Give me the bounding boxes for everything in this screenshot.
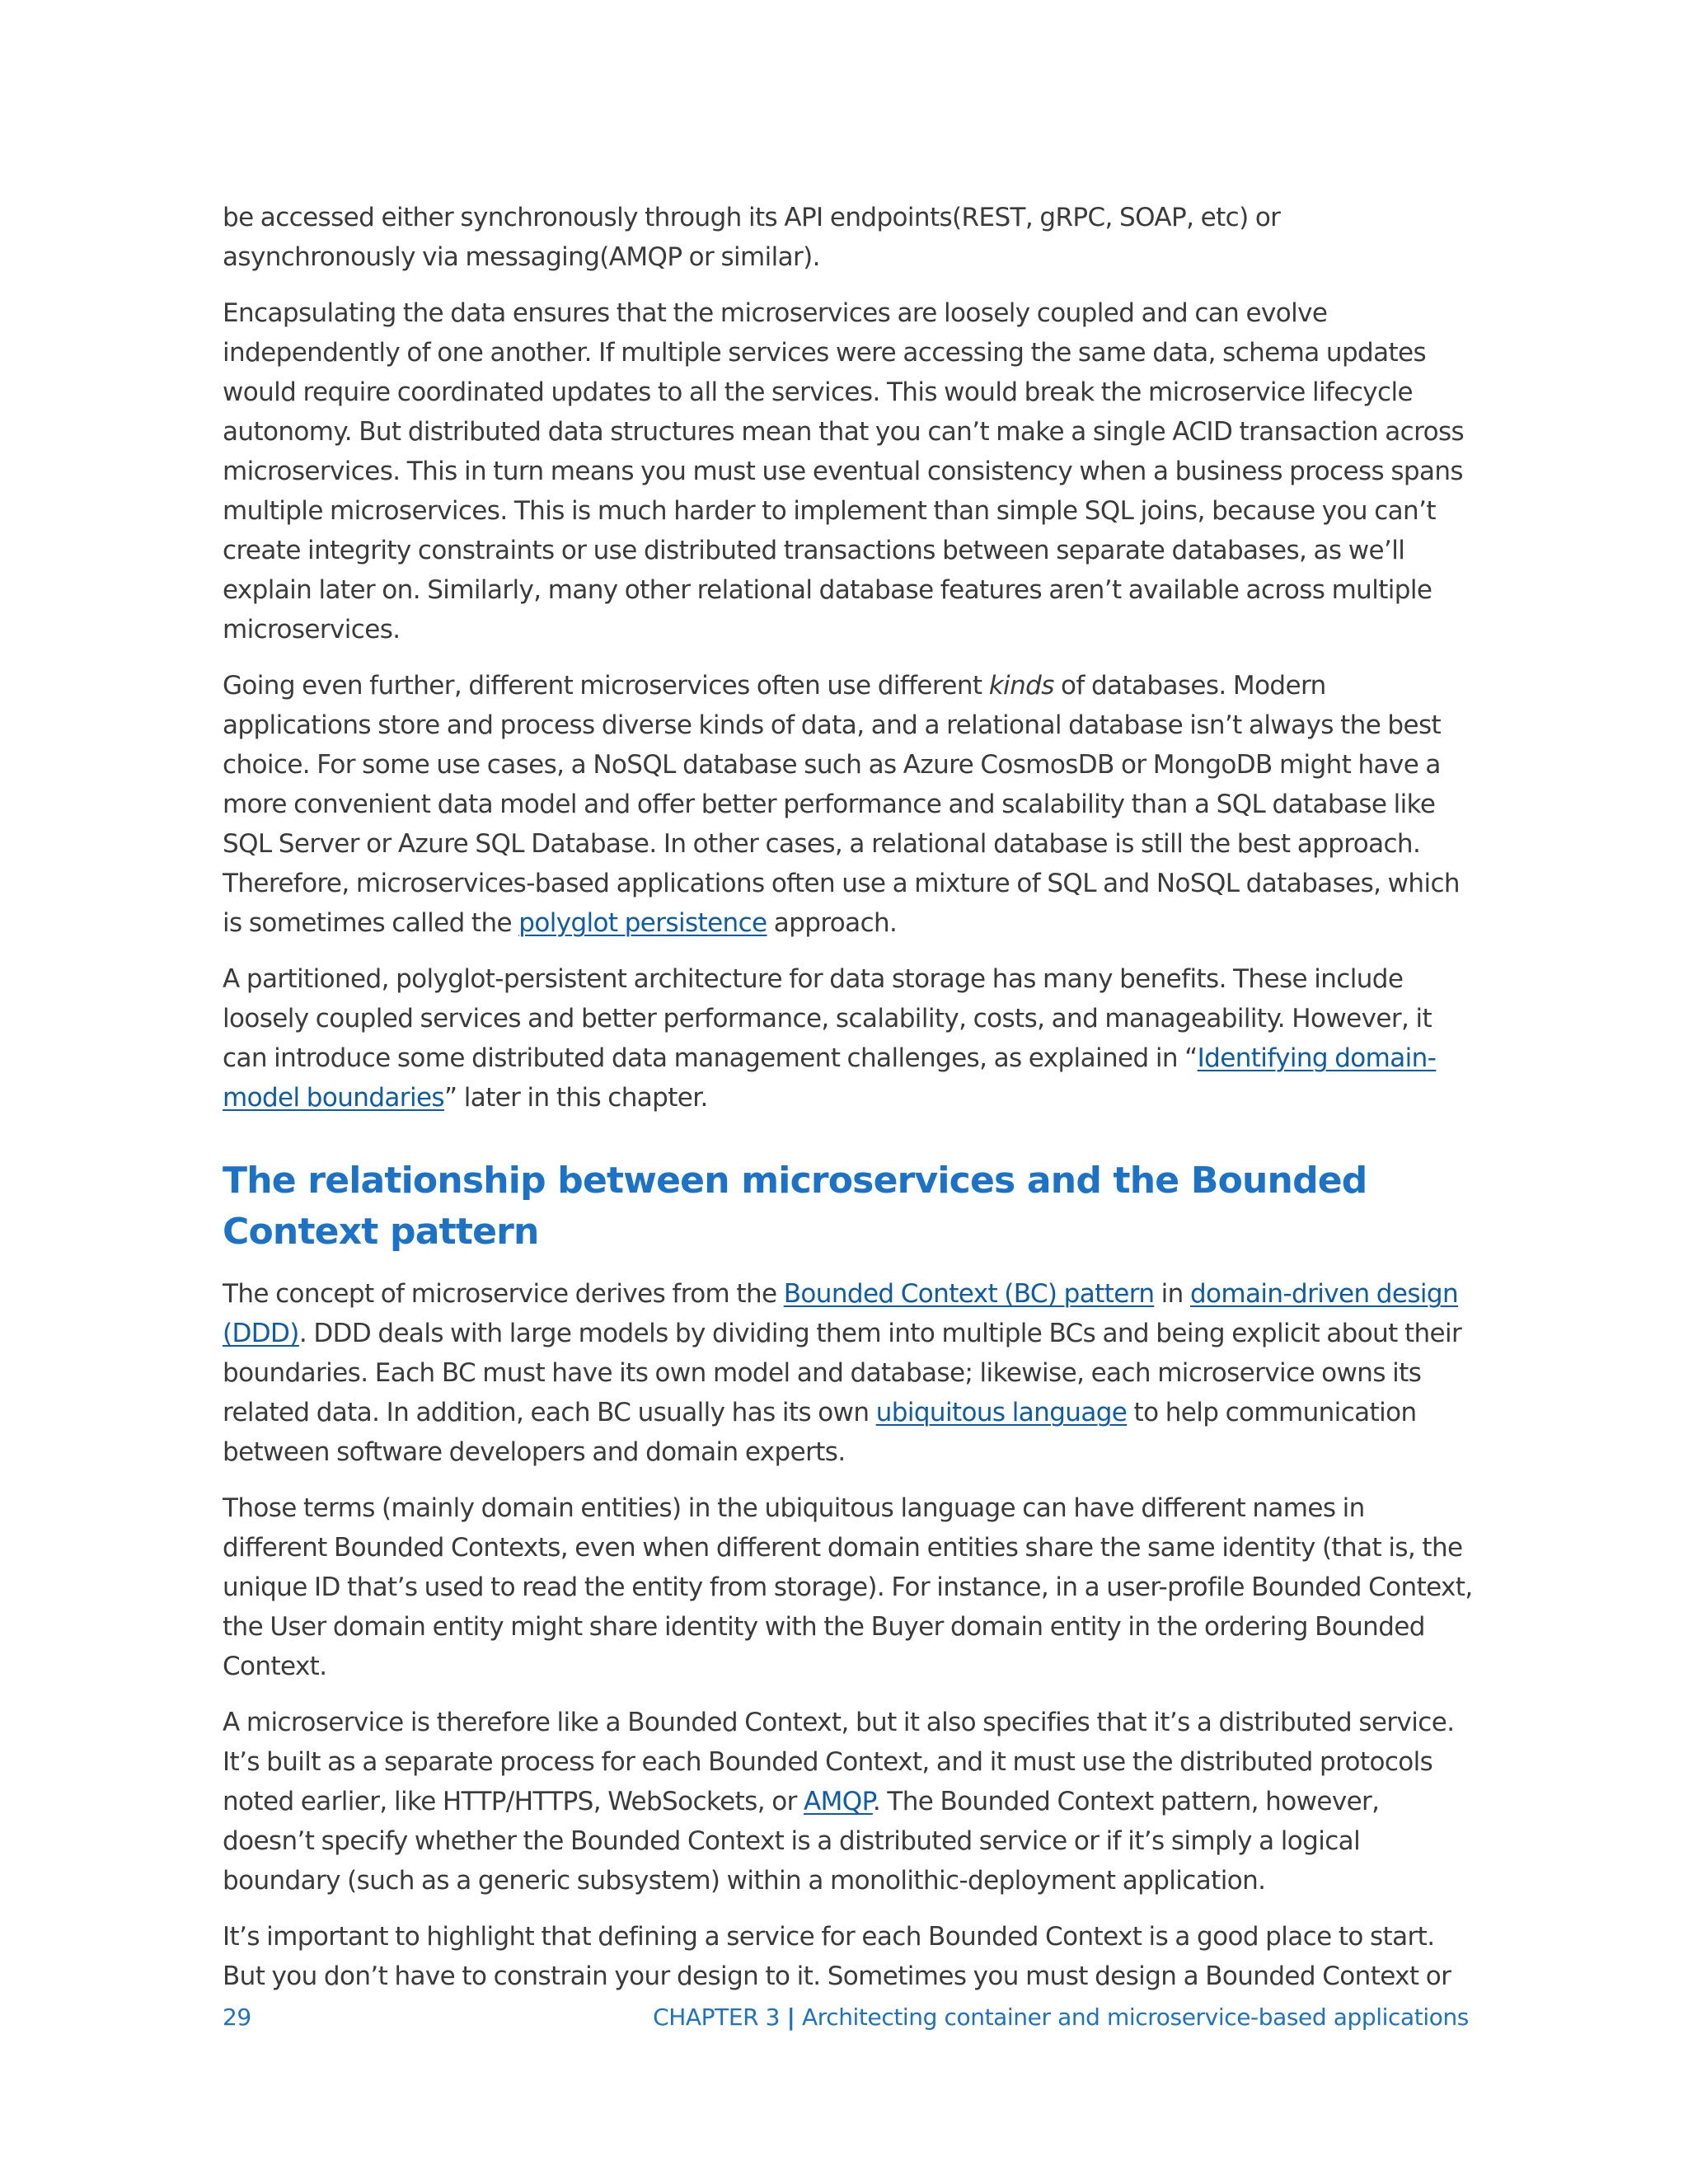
paragraph-1: be accessed either synchronously through its API endpoints(REST, gRPC, SOAP, etc) or asynchronously via messaging(AMQP or similar). bbox=[223, 203, 1281, 272]
paragraph-2: Encapsulating the data ensures that the microservices are loosely coupled and can evolve independently of one another. If multiple services were accessing the same data, schema updates would require coordinated updates to all the services. This would break the microservice lifecycle autonomy. But distributed data structures mean that you can’t make a single ACID transaction across microservices. This in turn means you must use eventual consistency when a business process spans multiple microservices. This is much harder to implement than simple SQL joins, because you can’t create integrity constraints or use distributed transactions between separate databases, as we’ll explain later on. Similarly, many other relational database features aren’t available across multiple microservices. bbox=[223, 298, 1465, 644]
paragraph-7-text-a: A microservice is therefore like a Bounded Context, but it also specifies that it’s a distributed service. It’s built as a separate process for each Bounded Context, and it must use the distributed protocols noted earlier, like HTTP/HTTPS, WebSockets, or bbox=[223, 1708, 1455, 1816]
section-heading: The relationship between microservices and the Bounded Context pattern bbox=[223, 1160, 1367, 1253]
chapter-separator: | bbox=[786, 2004, 795, 2031]
paragraph-3-text-b: of databases. Modern applications store and process diverse kinds of data, and a relational database isn’t always the best choice. For some use cases, a NoSQL database such as Azure CosmosDB or MongoDB might have a more convenient data model and offer better performance and scalability than a SQL database like SQL Server or Azure SQL Database. In other cases, a relational database is still the best approach. Therefore, microservices-based applications often use a mixture of SQL and NoSQL databases, which is sometimes called the bbox=[223, 671, 1460, 938]
paragraph-4-text-b: ” later in this chapter. bbox=[443, 1083, 708, 1113]
paragraph-7-text-b: . The Bounded Context pattern, however, doesn’t specify whether the Bounded Context is a distributed service or if it’s simply a logical boundary (such as a generic subsystem) within a monolithic-deployment application. bbox=[223, 1787, 1380, 1896]
identifying-domain-model-boundaries-link[interactable]: Identifying domain-model boundaries bbox=[223, 1043, 1437, 1113]
polyglot-persistence-link[interactable]: polyglot persistence bbox=[518, 908, 767, 938]
paragraph-3-text-c: approach. bbox=[767, 908, 898, 938]
paragraph-4 bbox=[223, 959, 1475, 1118]
paragraph-3-text-a: Going even further, different microservices often use different bbox=[223, 671, 989, 701]
bounded-context-pattern-link[interactable]: Bounded Context (BC) pattern bbox=[783, 1279, 1155, 1309]
ubiquitous-language-link[interactable]: ubiquitous language bbox=[875, 1398, 1128, 1427]
paragraph-5-text-a: The concept of microservice derives from the bbox=[223, 1279, 784, 1309]
paragraph-5-text-d: to help communication between software developers and domain experts. bbox=[223, 1398, 1417, 1467]
paragraph-7 bbox=[223, 1703, 1475, 1900]
paragraph-6: Those terms (mainly domain entities) in the ubiquitous language can have different names in different Bounded Contexts, even when different domain entities share the same identity (that is, the unique ID that’s used to read the entity from storage). For instance, in a user-profile Bounded Context, the User domain entity might share identity with the Buyer domain entity in the ordering Bounded Context. bbox=[223, 1493, 1473, 1681]
amqp-link[interactable]: AMQP bbox=[804, 1787, 873, 1816]
domain-driven-design-link[interactable]: domain-driven design (DDD) bbox=[223, 1279, 1459, 1348]
paragraph-5-text-c: . DDD deals with large models by dividing them into multiple BCs and being explicit about their boundaries. Each BC must have its own model and database; likewise, each microservice owns its related data. In addition, each BC usually has its own bbox=[223, 1319, 1462, 1427]
page-number: 29 bbox=[223, 2004, 251, 2031]
document-body bbox=[223, 198, 1475, 2013]
paragraph-4-text-a: A partitioned, polyglot-persistent architecture for data storage has many benefits. These include loosely coupled services and better performance, scalability, costs, and manageability. However, it can introduce some distributed data management challenges, as explained in “ bbox=[223, 964, 1432, 1073]
chapter-name: Architecting container and microservice-based applications bbox=[801, 2004, 1469, 2031]
chapter-label: CHAPTER 3 bbox=[653, 2004, 781, 2031]
paragraph-5 bbox=[223, 1274, 1475, 1472]
chapter-title bbox=[653, 2003, 1469, 2032]
paragraph-8: It’s important to highlight that defining a service for each Bounded Context is a good place to start. But you don’t have to constrain your design to it. Sometimes you must design a Bounded Context or bbox=[223, 1922, 1451, 1991]
paragraph-3 bbox=[223, 666, 1475, 943]
paragraph-3-emphasis: kinds bbox=[988, 671, 1054, 701]
paragraph-5-text-b: in bbox=[1154, 1279, 1190, 1309]
